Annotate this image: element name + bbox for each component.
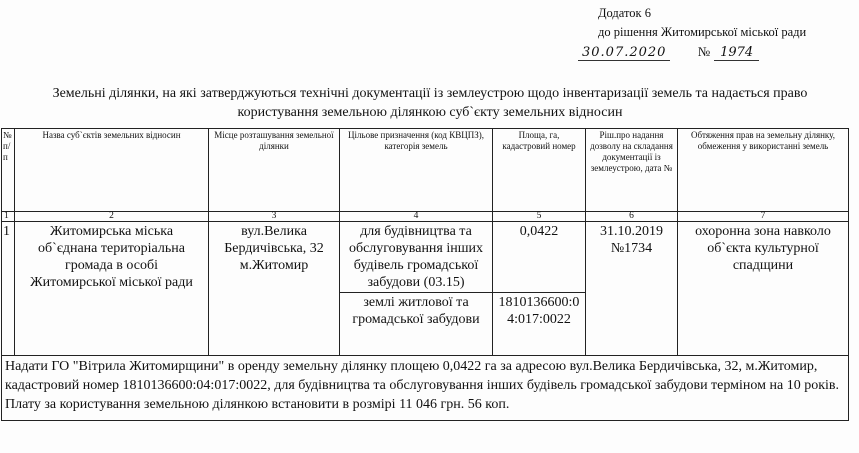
header-encumbrance: Обтяження прав на земельну ділянку, обмеження у використанні земель [678, 129, 849, 212]
header-purpose: Цільове призначення (код КВЦПЗ), категорія земель [340, 129, 493, 212]
number-label: № [697, 44, 711, 59]
document-title [20, 84, 840, 122]
column-number: 2 [15, 212, 209, 222]
appendix-number: Додаток 6 [598, 6, 651, 20]
column-number: 1 [2, 212, 15, 222]
decision-text-row [2, 356, 849, 421]
decision-date-number [578, 44, 759, 60]
area-cell: 0,0422 [493, 222, 586, 293]
decision-ref-cell [586, 222, 678, 356]
header-area: Площа, га, кадастровий номер [493, 129, 586, 212]
encumbrance-cell: охоронна зона навколо об`єкта культурної спадщини [678, 222, 849, 356]
column-number: 7 [678, 212, 849, 222]
table-row [2, 222, 849, 293]
subject-cell: Житомирська міська об`єднана територіальна громада в особі Житомирської міської ради [15, 222, 209, 356]
purpose-cell: для будівництва та обслуговування інших будівель громадської забудови (03.15) [340, 222, 493, 293]
column-number-row [2, 212, 849, 222]
location-cell: вул.Велика Бердичівська, 32 м.Житомир [209, 222, 340, 356]
header-subject: Назва суб`єктів земельних відносин [15, 129, 209, 212]
title-line-2: користування земельною ділянкою суб`єкту земельних відносин [237, 105, 623, 120]
header-decision: Ріш.про надання дозволу на складання документації із землеустрою, дата № [586, 129, 678, 212]
cadastral-number-cell: 1810136600:04:017:0022 [493, 293, 586, 356]
appendix-reference: до рішення Житомирської міської ради [598, 25, 807, 39]
title-line-1: Земельні ділянки, на які затверджуються технічні документації із землеустрою щодо інвентаризації земель та надається право [52, 86, 808, 101]
row-number: 1 [2, 222, 15, 356]
column-number: 6 [586, 212, 678, 222]
land-category-cell: землі житлової та громадської забудови [340, 293, 493, 356]
column-number: 5 [493, 212, 586, 222]
decision-number: №1734 [610, 241, 653, 256]
column-number: 3 [209, 212, 340, 222]
decision-date: 31.10.2019 [600, 224, 663, 239]
header-location: Місце розташування земельної ділянки [209, 129, 340, 212]
handwritten-date: 30.07.2020 [578, 45, 670, 61]
land-plots-table [1, 128, 849, 421]
appendix-header [598, 4, 806, 42]
header-row [2, 129, 849, 212]
handwritten-number: 1974 [714, 45, 759, 61]
decision-text: Надати ГО "Вітрила Житомирщини" в оренду земельну ділянку площею 0,0422 га за адресою вул.Велика Бердичівська, 32, м.Житомир, кадастровий номер 1810136600:04:017:0022, для будівництва та обслуговування інших будівель громадської забудови терміном на 10 років. Плату за користування земельною ділянкою встановити в розмірі 11 046 грн. 56 коп. [2, 356, 849, 421]
header-number: № п/п [2, 129, 15, 212]
column-number: 4 [340, 212, 493, 222]
